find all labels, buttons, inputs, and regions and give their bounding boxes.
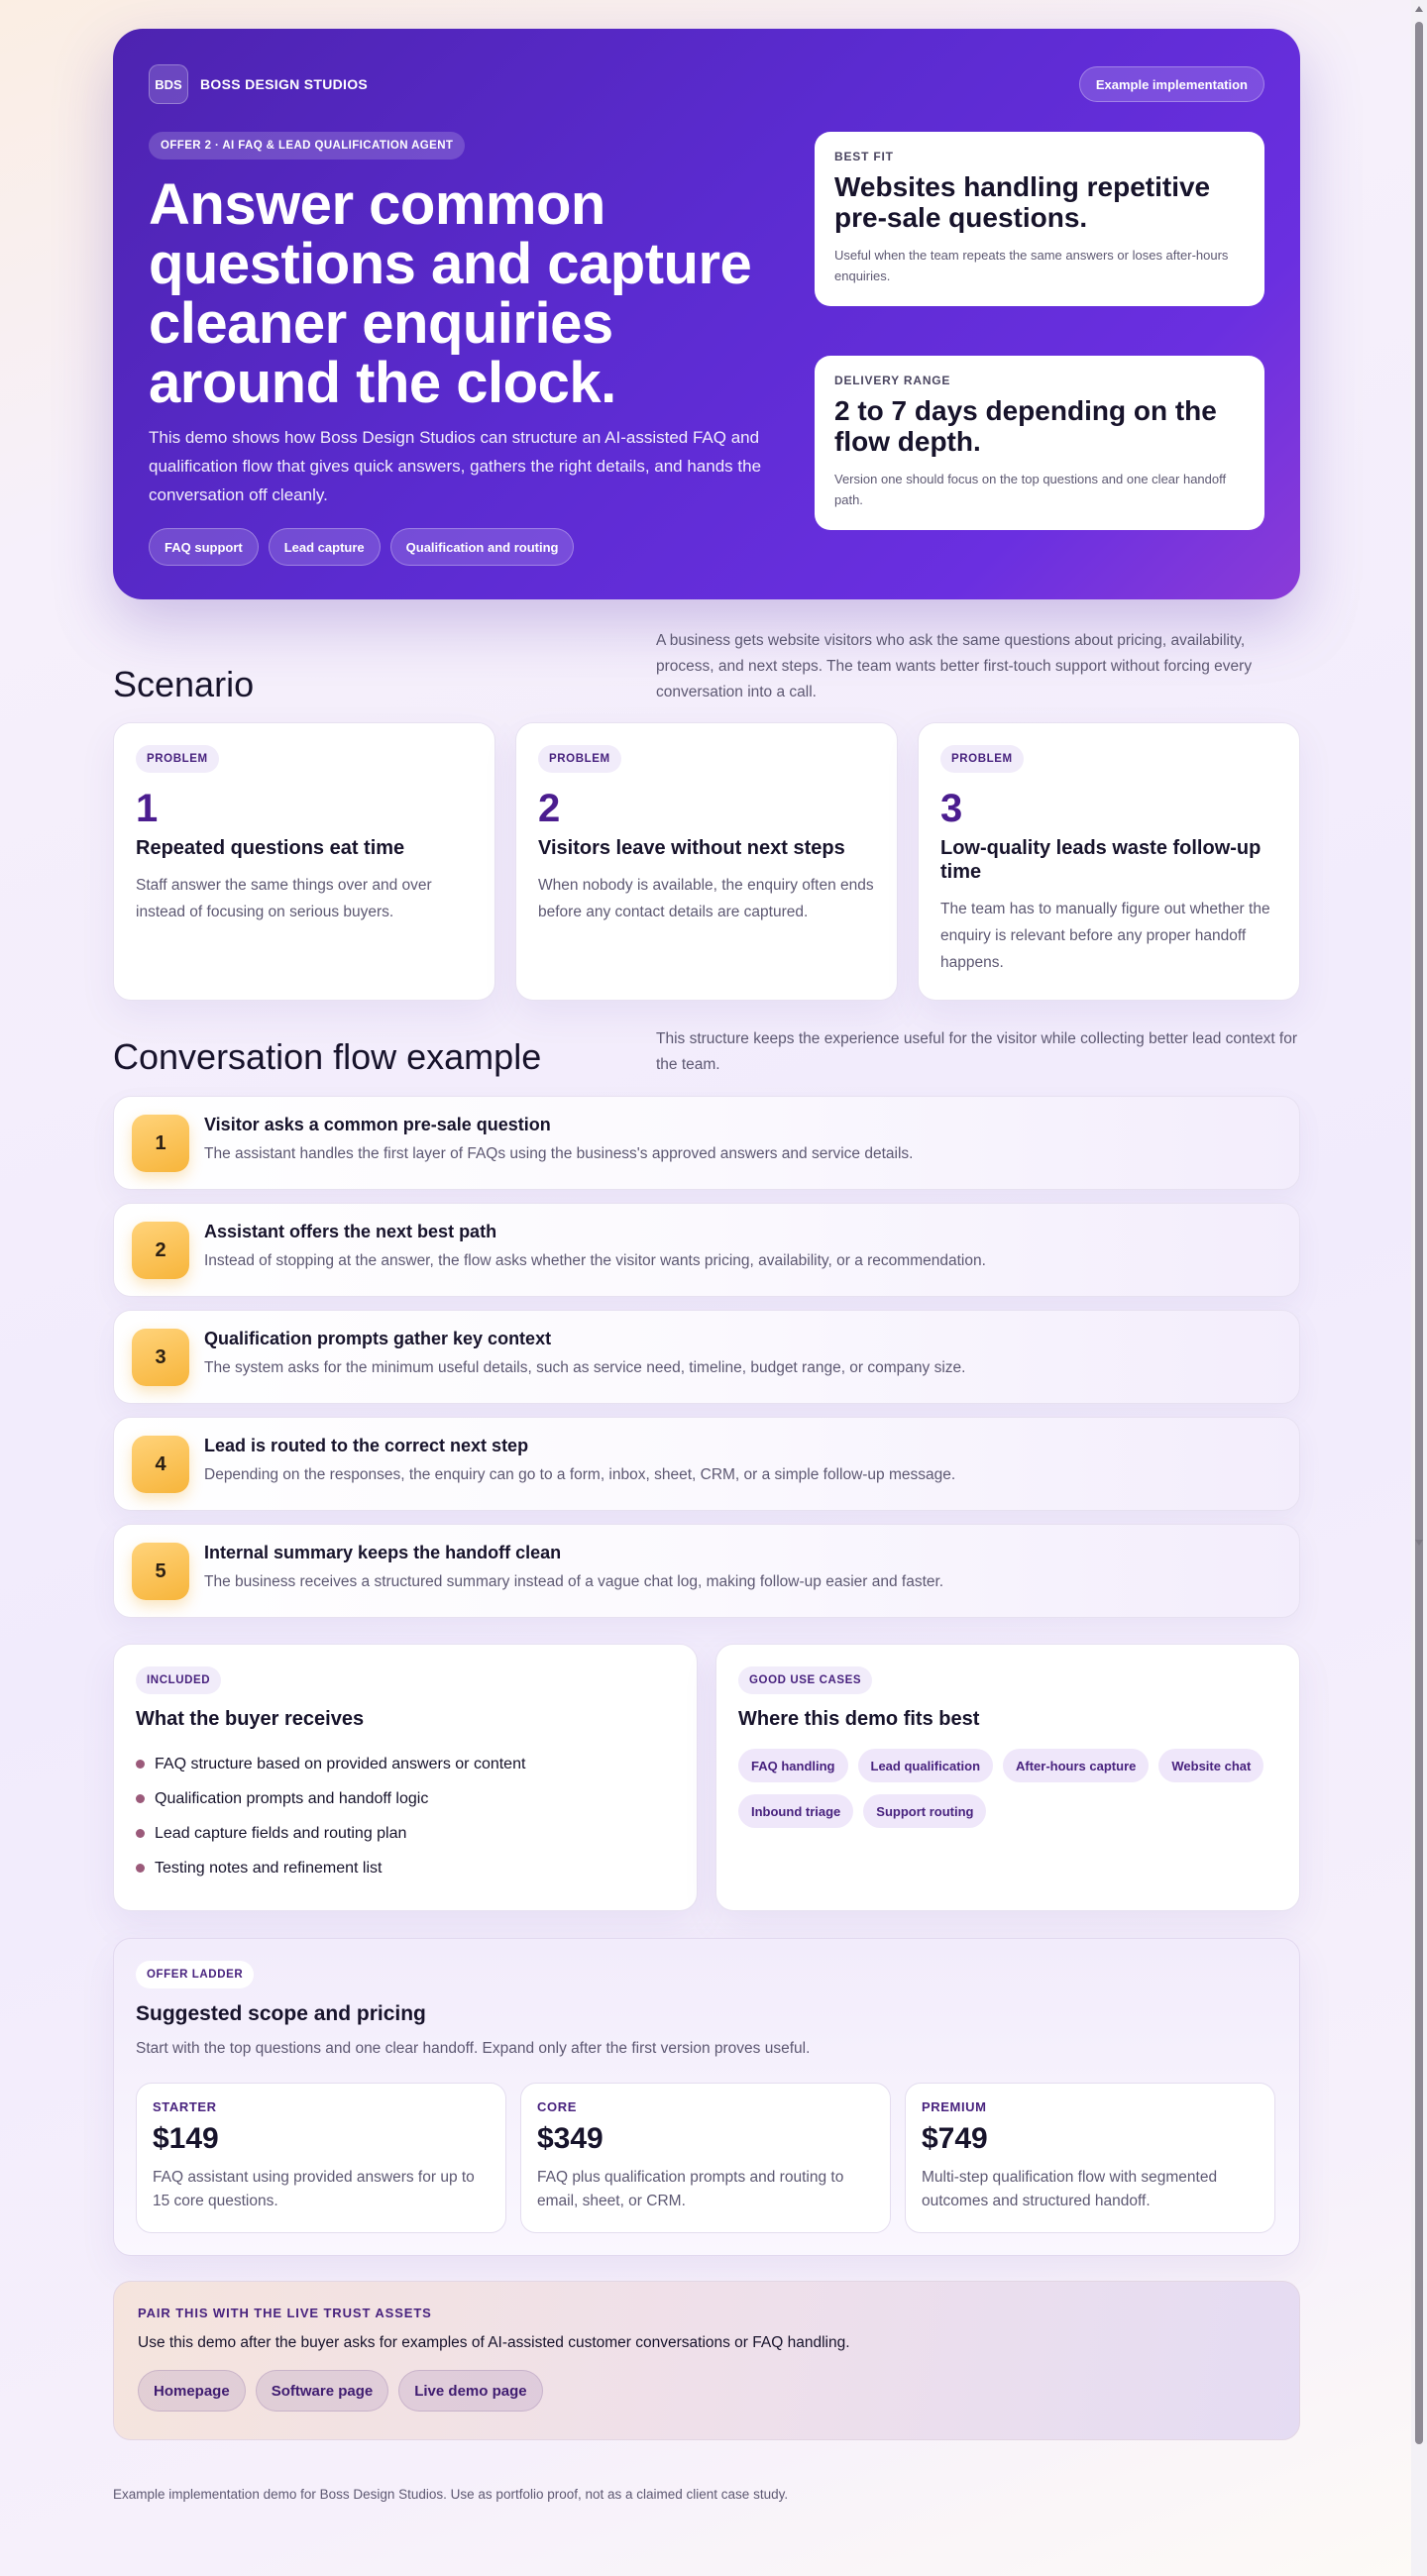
delivery-range-card — [815, 356, 1264, 530]
trust-links — [138, 2370, 1275, 2412]
use-cases-card — [715, 1644, 1300, 1911]
use-case-tag: Lead qualification — [858, 1749, 994, 1782]
included-chip: INCLUDED — [136, 1666, 221, 1694]
flow-step-3 — [113, 1310, 1300, 1404]
step-number-badge: 5 — [132, 1543, 189, 1600]
use-case-tags — [738, 1749, 1273, 1828]
hero-tags — [149, 528, 574, 566]
flow-step-1 — [113, 1096, 1300, 1190]
problem-title: Visitors leave without next steps — [538, 837, 845, 859]
ladder-title: Suggested scope and pricing — [136, 2002, 426, 2025]
use-case-tag: FAQ handling — [738, 1749, 848, 1782]
included-list — [136, 1747, 675, 1885]
problem-chip: PROBLEM — [940, 745, 1024, 773]
delivery-range-title: 2 to 7 days depending on the flow depth. — [834, 395, 1217, 457]
step-title: Visitor asks a common pre-sale question — [204, 1115, 551, 1134]
trust-kicker: PAIR THIS WITH THE LIVE TRUST ASSETS — [138, 2306, 432, 2320]
offer-ladder-chip: OFFER LADDER — [136, 1961, 254, 1988]
use-case-tag: After-hours capture — [1003, 1749, 1149, 1782]
hero-headline: Answer common questions and capture cleaner enquiries around the clock. — [149, 172, 752, 415]
page-scrollbar[interactable] — [1411, 0, 1427, 2576]
bullet-dot-icon — [136, 1829, 145, 1838]
tier-core — [520, 2083, 891, 2233]
live-demo-page-link[interactable]: Live demo page — [398, 2370, 542, 2412]
scroll-down-arrow-icon[interactable] — [1415, 1540, 1423, 1546]
use-case-tag: Inbound triage — [738, 1794, 853, 1828]
problem-chip: PROBLEM — [538, 745, 621, 773]
offer-ladder — [113, 1938, 1300, 2256]
tier-starter — [136, 2083, 506, 2233]
problem-card-1 — [113, 722, 495, 1001]
list-item — [136, 1851, 675, 1885]
included-title: What the buyer receives — [136, 1708, 365, 1730]
step-description: Instead of stopping at the answer, the flow asks whether the visitor wants pricing, availability, or a recommendation. — [204, 1252, 986, 1269]
hero-description: This demo shows how Boss Design Studios can structure an AI-assisted FAQ and qualification flow that gives quick answers, gathers the right details, and hands the conversation off cleanly. — [149, 428, 762, 504]
step-description: The system asks for the minimum useful details, such as service need, timeline, budget range, or company size. — [204, 1359, 966, 1376]
list-item-text: FAQ structure based on provided answers or content — [155, 1756, 526, 1772]
example-implementation-pill: Example implementation — [1079, 66, 1264, 102]
problem-card-3 — [918, 722, 1300, 1001]
list-item — [136, 1816, 675, 1851]
brand-name: BOSS DESIGN STUDIOS — [200, 76, 369, 92]
problem-description: When nobody is available, the enquiry often ends before any contact details are captured. — [538, 877, 874, 920]
problem-title: Repeated questions eat time — [136, 837, 405, 859]
problem-number: 1 — [136, 787, 159, 830]
step-title: Lead is routed to the correct next step — [204, 1436, 529, 1455]
tier-name: STARTER — [153, 2099, 217, 2114]
tier-premium — [905, 2083, 1275, 2233]
trust-text: Use this demo after the buyer asks for examples of AI-assisted customer conversations or FAQ handling. — [138, 2334, 850, 2351]
list-item-text: Lead capture fields and routing plan — [155, 1825, 407, 1842]
tag-faq-support: FAQ support — [149, 528, 259, 566]
bullet-dot-icon — [136, 1760, 145, 1769]
step-number-badge: 2 — [132, 1222, 189, 1279]
use-cases-chip: GOOD USE CASES — [738, 1666, 872, 1694]
list-item-text: Testing notes and refinement list — [155, 1860, 383, 1877]
flow-step-5 — [113, 1524, 1300, 1618]
brand-logo-badge: BDS — [149, 64, 188, 104]
bullet-dot-icon — [136, 1864, 145, 1873]
included-card — [113, 1644, 698, 1911]
homepage-link[interactable]: Homepage — [138, 2370, 246, 2412]
tier-price: $349 — [537, 2122, 604, 2155]
list-item — [136, 1747, 675, 1781]
step-number-badge: 3 — [132, 1329, 189, 1386]
tier-description: FAQ plus qualification prompts and routing to email, sheet, or CRM. — [537, 2169, 844, 2209]
scroll-up-arrow-icon[interactable] — [1415, 6, 1423, 12]
delivery-range-body: Version one should focus on the top questions and one clear handoff path. — [834, 472, 1227, 507]
tier-price: $749 — [922, 2122, 988, 2155]
tier-name: PREMIUM — [922, 2099, 987, 2114]
best-fit-title: Websites handling repetitive pre-sale questions. — [834, 171, 1211, 233]
best-fit-kicker: BEST FIT — [834, 150, 894, 163]
problem-number: 2 — [538, 787, 561, 830]
step-description: Depending on the responses, the enquiry can go to a form, inbox, sheet, CRM, or a simple follow-up message. — [204, 1466, 956, 1483]
tag-qualification-routing: Qualification and routing — [390, 528, 575, 566]
step-description: The assistant handles the first layer of FAQs using the business's approved answers and service details. — [204, 1145, 914, 1162]
problem-chip: PROBLEM — [136, 745, 219, 773]
footer-note: Example implementation demo for Boss Design Studios. Use as portfolio proof, not as a claimed client case study. — [113, 2487, 789, 2502]
use-case-tag: Support routing — [863, 1794, 986, 1828]
scenario-description: A business gets website visitors who ask the same questions about pricing, availability, process, and next steps. The team wants better first-touch support without forcing every conversation into a call. — [656, 632, 1253, 700]
step-description: The business receives a structured summary instead of a vague chat log, making follow-up easier and faster. — [204, 1573, 944, 1590]
flow-title: Conversation flow example — [113, 1036, 542, 1077]
problem-description: The team has to manually figure out whether the enquiry is relevant before any proper handoff happens. — [940, 901, 1270, 971]
hero-section — [113, 29, 1300, 599]
tier-description: Multi-step qualification flow with segmented outcomes and structured handoff. — [922, 2169, 1218, 2209]
tag-lead-capture: Lead capture — [269, 528, 381, 566]
tier-description: FAQ assistant using provided answers for up to 15 core questions. — [153, 2169, 475, 2209]
list-item-text: Qualification prompts and handoff logic — [155, 1790, 429, 1807]
scenario-title: Scenario — [113, 664, 255, 704]
step-title: Internal summary keeps the handoff clean — [204, 1543, 562, 1562]
flow-step-2 — [113, 1203, 1300, 1297]
tier-name: CORE — [537, 2099, 577, 2114]
list-item — [136, 1781, 675, 1816]
delivery-range-kicker: DELIVERY RANGE — [834, 374, 951, 387]
use-cases-title: Where this demo fits best — [738, 1708, 980, 1730]
best-fit-card — [815, 132, 1264, 306]
bullet-dot-icon — [136, 1794, 145, 1803]
best-fit-body: Useful when the team repeats the same answers or loses after-hours enquiries. — [834, 248, 1229, 283]
ladder-subtitle: Start with the top questions and one clear handoff. Expand only after the first version proves useful. — [136, 2040, 811, 2057]
problem-card-2 — [515, 722, 898, 1001]
step-title: Assistant offers the next best path — [204, 1222, 497, 1241]
problem-number: 3 — [940, 787, 963, 830]
step-number-badge: 4 — [132, 1436, 189, 1493]
tier-price: $149 — [153, 2122, 219, 2155]
use-case-tag: Website chat — [1158, 1749, 1263, 1782]
problem-description: Staff answer the same things over and over instead of focusing on serious buyers. — [136, 877, 432, 920]
step-number-badge: 1 — [132, 1115, 189, 1172]
offer-pill: OFFER 2 · AI FAQ & LEAD QUALIFICATION AGENT — [149, 132, 465, 160]
step-title: Qualification prompts gather key context — [204, 1329, 552, 1348]
problem-title: Low-quality leads waste follow-up time — [940, 837, 1262, 883]
trust-assets-panel — [113, 2281, 1300, 2440]
scrollbar-thumb[interactable] — [1415, 22, 1423, 2444]
software-page-link[interactable]: Software page — [256, 2370, 389, 2412]
flow-step-4 — [113, 1417, 1300, 1511]
brand[interactable] — [149, 64, 368, 104]
flow-description: This structure keeps the experience useful for the visitor while collecting better lead context for the team. — [656, 1030, 1298, 1073]
